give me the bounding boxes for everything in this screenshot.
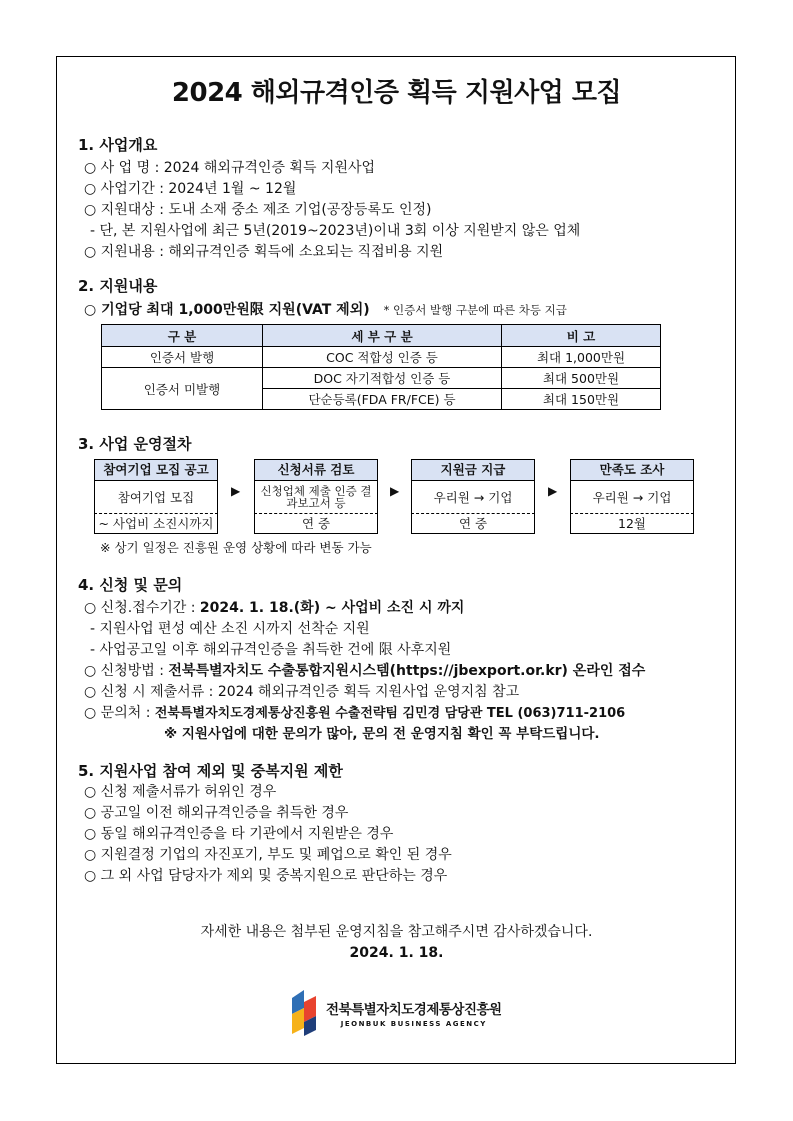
footer-date: 2024. 1. 18. — [349, 945, 444, 961]
s2-lead-text: ○ 기업당 최대 1,000만원限 지원(VAT 제외) — [84, 302, 370, 318]
process-step-period: 12월 — [570, 513, 694, 534]
s5-line: ○ 공고일 이전 해외규격인증을 취득한 경우 — [84, 805, 349, 821]
section-2-heading: 2. 지원내용 — [78, 277, 158, 295]
table-header: 구 분 — [102, 325, 263, 347]
table-cell: DOC 자기적합성 인증 등 — [263, 368, 502, 389]
s5-line: ○ 동일 해외규격인증을 타 기관에서 지원받은 경우 — [84, 826, 394, 842]
s1-line: - 단, 본 지원사업에 최근 5년(2019~2023년)이내 3회 이상 지원받지 않은 업체 — [90, 223, 581, 239]
table-header: 비 고 — [502, 325, 661, 347]
s5-line: ○ 신청 제출서류가 허위인 경우 — [84, 784, 277, 800]
table-cell: 최대 1,000만원 — [502, 347, 661, 368]
s4-line: - 지원사업 편성 예산 소진 시까지 선착순 지원 — [90, 621, 370, 637]
process-step-body: 참여기업 모집 — [94, 481, 218, 513]
s4-value: 2024. 1. 18.(화) ~ 사업비 소진 시 까지 — [199, 600, 465, 616]
table-cell: 단순등록(FDA FR/FCE) 등 — [263, 389, 502, 410]
process-step-body: 우리원 → 기업 — [411, 481, 535, 513]
table-cell: 최대 500만원 — [502, 368, 661, 389]
s4-line: - 사업공고일 이후 해외규격인증을 취득한 건에 限 사후지원 — [90, 642, 452, 658]
arrow-right-icon: ▶ — [548, 484, 558, 498]
agency-logo-icon — [290, 988, 318, 1038]
arrow-right-icon: ▶ — [231, 484, 241, 498]
agency-name-en: JEONBUK BUSINESS AGENCY — [340, 1020, 487, 1028]
process-step — [94, 459, 218, 534]
support-table — [101, 324, 661, 410]
s4-line: ○ 신청 시 제출서류 : 2024 해외규격인증 획득 지원사업 운영지침 참고 — [84, 684, 520, 700]
table-cell: 인증서 미발행 — [102, 368, 263, 410]
s1-line: ○ 사 업 명 : 2024 해외규격인증 획득 지원사업 — [84, 160, 376, 176]
process-step-body: 우리원 → 기업 — [570, 481, 694, 513]
agency-logo — [290, 985, 504, 1041]
process-step-title: 지원금 지급 — [411, 459, 535, 481]
section-1-heading: 1. 사업개요 — [78, 136, 158, 154]
document-title: 2024 해외규격인증 획득 지원사업 모집 — [171, 78, 622, 108]
agency-name-kr: 전북특별자치도경제통상진흥원 — [326, 1002, 502, 1018]
s3-note: ※ 상기 일정은 진흥원 운영 상황에 따라 변동 가능 — [100, 540, 372, 555]
s1-line: ○ 지원대상 : 도내 소재 중소 제조 기업(공장등록도 인정) — [84, 202, 432, 218]
s4-value: 전북특별자치도 수출통합지원시스템(https://jbexport.or.kr) 온라인 접수 — [168, 663, 646, 679]
table-cell: 인증서 발행 — [102, 347, 263, 368]
s4-line — [84, 660, 645, 680]
table-cell: COC 적합성 인증 등 — [263, 347, 502, 368]
s2-note: * 인증서 발행 구분에 따른 차등 지급 — [383, 303, 567, 317]
s4-value: 전북특별자치도경제통상진흥원 수출전략팀 김민경 담당관 TEL (063)711-2106 — [154, 706, 626, 721]
s4-label: ○ 신청.접수기간 : — [84, 600, 200, 616]
arrow-right-icon: ▶ — [390, 484, 400, 498]
process-step-title: 신청서류 검토 — [254, 459, 378, 481]
s1-line: ○ 사업기간 : 2024년 1월 ~ 12월 — [84, 181, 297, 197]
process-step-body: 신청업체 제출 인증 결과보고서 등 — [254, 481, 378, 513]
s2-lead — [84, 299, 567, 319]
s4-label: ○ 문의처 : — [84, 705, 155, 721]
s1-line: ○ 지원내용 : 해외규격인증 획득에 소요되는 직접비용 지원 — [84, 244, 444, 260]
process-step — [570, 459, 694, 534]
s5-line: ○ 지원결정 기업의 자진포기, 부도 및 폐업으로 확인 된 경우 — [84, 847, 452, 863]
section-5-heading: 5. 지원사업 참여 제외 및 중복지원 제한 — [78, 762, 343, 780]
footer-message: 자세한 내용은 첨부된 운영지침을 참고해주시면 감사하겠습니다. — [200, 924, 593, 940]
process-step-period: 연 중 — [254, 513, 378, 534]
process-step-title: 만족도 조사 — [570, 459, 694, 481]
s4-line — [84, 597, 464, 617]
s4-notice: ※ 지원사업에 대한 문의가 많아, 문의 전 운영지침 확인 꼭 부탁드립니다. — [164, 726, 600, 742]
process-step — [411, 459, 535, 534]
table-header-row — [102, 325, 661, 347]
agency-logo-text — [326, 998, 502, 1028]
process-step-period: 연 중 — [411, 513, 535, 534]
process-step-title: 참여기업 모집 공고 — [94, 459, 218, 481]
table-header: 세 부 구 분 — [263, 325, 502, 347]
s4-line — [84, 702, 625, 722]
s4-label: ○ 신청방법 : — [84, 663, 169, 679]
s5-line: ○ 그 외 사업 담당자가 제외 및 중복지원으로 판단하는 경우 — [84, 868, 448, 884]
process-step-period: ~ 사업비 소진시까지 — [94, 513, 218, 534]
section-3-heading: 3. 사업 운영절차 — [78, 435, 192, 453]
table-cell: 최대 150만원 — [502, 389, 661, 410]
table-row — [102, 347, 661, 368]
section-4-heading: 4. 신청 및 문의 — [78, 576, 183, 594]
process-step — [254, 459, 378, 534]
table-row — [102, 368, 661, 389]
